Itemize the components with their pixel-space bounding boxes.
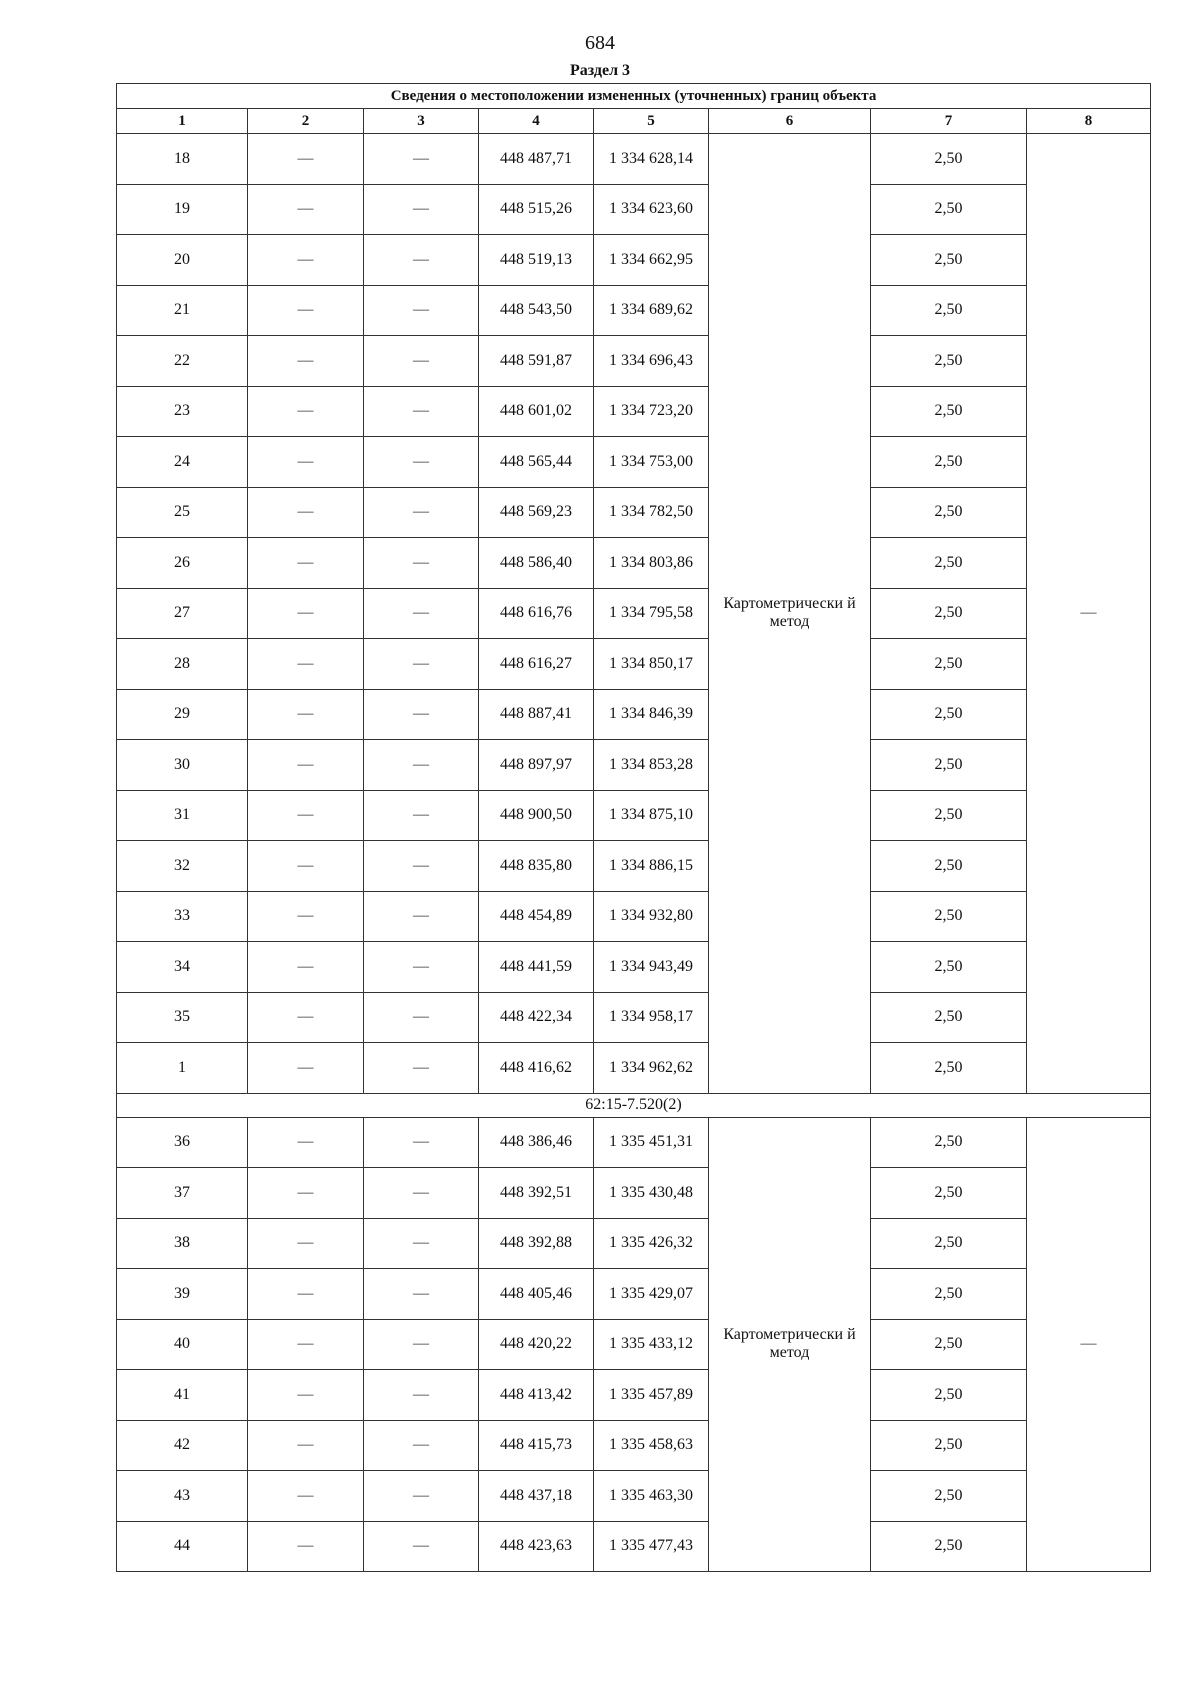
accuracy-cell: 2,50 (871, 689, 1027, 740)
table-caption: Сведения о местоположении измененных (уточненных) границ объекта (117, 84, 1151, 109)
column2-cell: — (248, 386, 364, 437)
y-coordinate-cell: 1 335 463,30 (594, 1471, 709, 1522)
y-coordinate-cell: 1 334 628,14 (594, 134, 709, 185)
table-row (117, 1269, 1151, 1320)
y-coordinate-cell: 1 335 433,12 (594, 1319, 709, 1370)
accuracy-cell: 2,50 (871, 1471, 1027, 1522)
table-row (117, 1168, 1151, 1219)
point-number-cell: 29 (117, 689, 248, 740)
column3-cell: — (364, 336, 479, 387)
point-number-cell: 1 (117, 1043, 248, 1094)
x-coordinate-cell: 448 601,02 (479, 386, 594, 437)
table-row (117, 588, 1151, 639)
y-coordinate-cell: 1 334 623,60 (594, 184, 709, 235)
x-coordinate-cell: 448 487,71 (479, 134, 594, 185)
section-title: Раздел 3 (569, 62, 631, 79)
y-coordinate-cell: 1 335 429,07 (594, 1269, 709, 1320)
table-row (117, 942, 1151, 993)
point-number-cell: 20 (117, 235, 248, 286)
point-number-cell: 33 (117, 891, 248, 942)
column2-cell: — (248, 992, 364, 1043)
x-coordinate-cell: 448 835,80 (479, 841, 594, 892)
y-coordinate-cell: 1 335 426,32 (594, 1218, 709, 1269)
accuracy-cell: 2,50 (871, 235, 1027, 286)
column2-cell: — (248, 1168, 364, 1219)
x-coordinate-cell: 448 515,26 (479, 184, 594, 235)
point-number-cell: 39 (117, 1269, 248, 1320)
accuracy-cell: 2,50 (871, 841, 1027, 892)
column2-cell: — (248, 1043, 364, 1094)
column3-cell: — (364, 437, 479, 488)
x-coordinate-cell: 448 519,13 (479, 235, 594, 286)
point-number-cell: 43 (117, 1471, 248, 1522)
y-coordinate-cell: 1 334 958,17 (594, 992, 709, 1043)
x-coordinate-cell: 448 586,40 (479, 538, 594, 589)
point-number-cell: 28 (117, 639, 248, 690)
table-row (117, 740, 1151, 791)
x-coordinate-cell: 448 441,59 (479, 942, 594, 993)
table-row (117, 386, 1151, 437)
column2-cell: — (248, 487, 364, 538)
table-row (117, 235, 1151, 286)
x-coordinate-cell: 448 413,42 (479, 1370, 594, 1421)
y-coordinate-cell: 1 334 886,15 (594, 841, 709, 892)
method-cell: Картометрически й метод (709, 134, 871, 1094)
table-row (117, 841, 1151, 892)
table-row (117, 1218, 1151, 1269)
x-coordinate-cell: 448 420,22 (479, 1319, 594, 1370)
table-row (117, 1521, 1151, 1572)
y-coordinate-cell: 1 335 451,31 (594, 1117, 709, 1168)
column2-cell: — (248, 1319, 364, 1370)
x-coordinate-cell: 448 565,44 (479, 437, 594, 488)
accuracy-cell: 2,50 (871, 740, 1027, 791)
table-caption-row (117, 84, 1151, 109)
column2-cell: — (248, 1370, 364, 1421)
x-coordinate-cell: 448 897,97 (479, 740, 594, 791)
y-coordinate-cell: 1 334 696,43 (594, 336, 709, 387)
column3-cell: — (364, 588, 479, 639)
x-coordinate-cell: 448 591,87 (479, 336, 594, 387)
column2-cell: — (248, 1117, 364, 1168)
y-coordinate-cell: 1 334 803,86 (594, 538, 709, 589)
column2-cell: — (248, 285, 364, 336)
accuracy-cell: 2,50 (871, 790, 1027, 841)
accuracy-cell: 2,50 (871, 134, 1027, 185)
point-number-cell: 32 (117, 841, 248, 892)
x-coordinate-cell: 448 454,89 (479, 891, 594, 942)
table-row (117, 134, 1151, 185)
column-number: 7 (871, 109, 1027, 134)
y-coordinate-cell: 1 334 850,17 (594, 639, 709, 690)
point-number-cell: 42 (117, 1420, 248, 1471)
y-coordinate-cell: 1 334 795,58 (594, 588, 709, 639)
accuracy-cell: 2,50 (871, 386, 1027, 437)
accuracy-cell: 2,50 (871, 437, 1027, 488)
x-coordinate-cell: 448 422,34 (479, 992, 594, 1043)
accuracy-cell: 2,50 (871, 487, 1027, 538)
column-number: 6 (709, 109, 871, 134)
boundary-coordinates-table (116, 83, 1151, 1572)
table-row (117, 1043, 1151, 1094)
column2-cell: — (248, 588, 364, 639)
accuracy-cell: 2,50 (871, 1521, 1027, 1572)
table-row (117, 689, 1151, 740)
column3-cell: — (364, 790, 479, 841)
accuracy-cell: 2,50 (871, 891, 1027, 942)
y-coordinate-cell: 1 334 753,00 (594, 437, 709, 488)
accuracy-cell: 2,50 (871, 538, 1027, 589)
point-number-cell: 24 (117, 437, 248, 488)
column3-cell: — (364, 487, 479, 538)
point-number-cell: 37 (117, 1168, 248, 1219)
column2-cell: — (248, 1218, 364, 1269)
accuracy-cell: 2,50 (871, 942, 1027, 993)
column2-cell: — (248, 1269, 364, 1320)
y-coordinate-cell: 1 334 662,95 (594, 235, 709, 286)
point-number-cell: 23 (117, 386, 248, 437)
table-row (117, 1117, 1151, 1168)
accuracy-cell: 2,50 (871, 1269, 1027, 1320)
table-row (117, 992, 1151, 1043)
y-coordinate-cell: 1 334 932,80 (594, 891, 709, 942)
table-row (117, 790, 1151, 841)
column2-cell: — (248, 437, 364, 488)
point-number-cell: 35 (117, 992, 248, 1043)
column2-cell: — (248, 639, 364, 690)
table-row (117, 1420, 1151, 1471)
table-row (117, 184, 1151, 235)
accuracy-cell: 2,50 (871, 588, 1027, 639)
group-label: 62:15-7.520(2) (117, 1093, 1151, 1117)
column2-cell: — (248, 1471, 364, 1522)
table-row (117, 538, 1151, 589)
column3-cell: — (364, 1117, 479, 1168)
accuracy-cell: 2,50 (871, 1420, 1027, 1471)
point-number-cell: 30 (117, 740, 248, 791)
column2-cell: — (248, 235, 364, 286)
column3-cell: — (364, 1168, 479, 1219)
table-row (117, 1319, 1151, 1370)
column2-cell: — (248, 336, 364, 387)
column3-cell: — (364, 1521, 479, 1572)
x-coordinate-cell: 448 423,63 (479, 1521, 594, 1572)
column3-cell: — (364, 689, 479, 740)
x-coordinate-cell: 448 392,51 (479, 1168, 594, 1219)
table-row (117, 336, 1151, 387)
column3-cell: — (364, 942, 479, 993)
group-label-row (117, 1093, 1151, 1117)
x-coordinate-cell: 448 569,23 (479, 487, 594, 538)
x-coordinate-cell: 448 415,73 (479, 1420, 594, 1471)
point-number-cell: 26 (117, 538, 248, 589)
table-row (117, 1370, 1151, 1421)
x-coordinate-cell: 448 900,50 (479, 790, 594, 841)
table-row (117, 891, 1151, 942)
accuracy-cell: 2,50 (871, 1218, 1027, 1269)
column3-cell: — (364, 184, 479, 235)
point-number-cell: 31 (117, 790, 248, 841)
column3-cell: — (364, 740, 479, 791)
point-number-cell: 27 (117, 588, 248, 639)
accuracy-cell: 2,50 (871, 285, 1027, 336)
column3-cell: — (364, 1319, 479, 1370)
x-coordinate-cell: 448 543,50 (479, 285, 594, 336)
table-row (117, 437, 1151, 488)
point-number-cell: 40 (117, 1319, 248, 1370)
column2-cell: — (248, 538, 364, 589)
column3-cell: — (364, 285, 479, 336)
column3-cell: — (364, 235, 479, 286)
table-row (117, 639, 1151, 690)
column3-cell: — (364, 639, 479, 690)
column-number: 4 (479, 109, 594, 134)
y-coordinate-cell: 1 335 477,43 (594, 1521, 709, 1572)
x-coordinate-cell: 448 416,62 (479, 1043, 594, 1094)
accuracy-cell: 2,50 (871, 992, 1027, 1043)
x-coordinate-cell: 448 616,27 (479, 639, 594, 690)
accuracy-cell: 2,50 (871, 1117, 1027, 1168)
x-coordinate-cell: 448 616,76 (479, 588, 594, 639)
column3-cell: — (364, 891, 479, 942)
y-coordinate-cell: 1 334 782,50 (594, 487, 709, 538)
column8-cell: — (1027, 1117, 1151, 1572)
column-number: 2 (248, 109, 364, 134)
y-coordinate-cell: 1 334 943,49 (594, 942, 709, 993)
column3-cell: — (364, 841, 479, 892)
column3-cell: — (364, 134, 479, 185)
column3-cell: — (364, 1218, 479, 1269)
accuracy-cell: 2,50 (871, 639, 1027, 690)
table-row (117, 285, 1151, 336)
y-coordinate-cell: 1 335 458,63 (594, 1420, 709, 1471)
point-number-cell: 22 (117, 336, 248, 387)
column3-cell: — (364, 1420, 479, 1471)
column2-cell: — (248, 184, 364, 235)
point-number-cell: 21 (117, 285, 248, 336)
column2-cell: — (248, 1521, 364, 1572)
column8-cell: — (1027, 134, 1151, 1094)
column3-cell: — (364, 992, 479, 1043)
column3-cell: — (364, 538, 479, 589)
point-number-cell: 18 (117, 134, 248, 185)
y-coordinate-cell: 1 334 846,39 (594, 689, 709, 740)
point-number-cell: 44 (117, 1521, 248, 1572)
y-coordinate-cell: 1 334 723,20 (594, 386, 709, 437)
column3-cell: — (364, 1269, 479, 1320)
y-coordinate-cell: 1 334 875,10 (594, 790, 709, 841)
accuracy-cell: 2,50 (871, 1370, 1027, 1421)
column3-cell: — (364, 1471, 479, 1522)
accuracy-cell: 2,50 (871, 184, 1027, 235)
x-coordinate-cell: 448 386,46 (479, 1117, 594, 1168)
column2-cell: — (248, 790, 364, 841)
column2-cell: — (248, 841, 364, 892)
column3-cell: — (364, 386, 479, 437)
column-number: 3 (364, 109, 479, 134)
column-number: 8 (1027, 109, 1151, 134)
method-cell: Картометрически й метод (709, 1117, 871, 1572)
table-row (117, 487, 1151, 538)
column-number-row (117, 109, 1151, 134)
point-number-cell: 36 (117, 1117, 248, 1168)
y-coordinate-cell: 1 335 457,89 (594, 1370, 709, 1421)
point-number-cell: 25 (117, 487, 248, 538)
column2-cell: — (248, 942, 364, 993)
point-number-cell: 41 (117, 1370, 248, 1421)
column2-cell: — (248, 740, 364, 791)
y-coordinate-cell: 1 334 853,28 (594, 740, 709, 791)
column-number: 1 (117, 109, 248, 134)
x-coordinate-cell: 448 392,88 (479, 1218, 594, 1269)
x-coordinate-cell: 448 405,46 (479, 1269, 594, 1320)
accuracy-cell: 2,50 (871, 1319, 1027, 1370)
column-number: 5 (594, 109, 709, 134)
column2-cell: — (248, 689, 364, 740)
x-coordinate-cell: 448 887,41 (479, 689, 594, 740)
point-number-cell: 34 (117, 942, 248, 993)
point-number-cell: 19 (117, 184, 248, 235)
y-coordinate-cell: 1 335 430,48 (594, 1168, 709, 1219)
table-row (117, 1471, 1151, 1522)
column3-cell: — (364, 1370, 479, 1421)
column2-cell: — (248, 1420, 364, 1471)
accuracy-cell: 2,50 (871, 1168, 1027, 1219)
column2-cell: — (248, 891, 364, 942)
accuracy-cell: 2,50 (871, 336, 1027, 387)
point-number-cell: 38 (117, 1218, 248, 1269)
y-coordinate-cell: 1 334 689,62 (594, 285, 709, 336)
x-coordinate-cell: 448 437,18 (479, 1471, 594, 1522)
page-number: 684 (585, 32, 615, 54)
column3-cell: — (364, 1043, 479, 1094)
accuracy-cell: 2,50 (871, 1043, 1027, 1094)
y-coordinate-cell: 1 334 962,62 (594, 1043, 709, 1094)
column2-cell: — (248, 134, 364, 185)
